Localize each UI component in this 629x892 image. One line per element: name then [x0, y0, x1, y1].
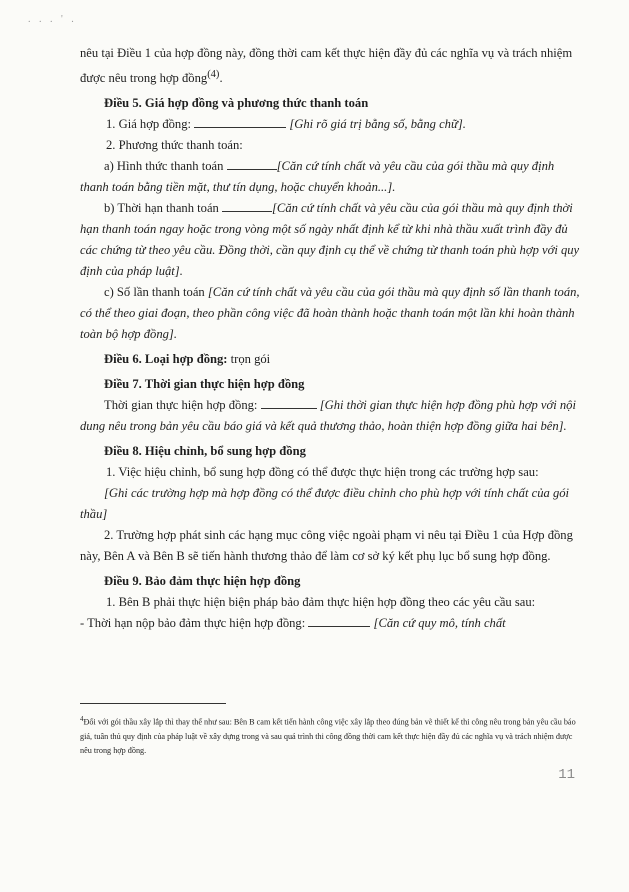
intro-paragraph	[80, 43, 582, 89]
payment-count-label: c) Số lần thanh toán	[104, 285, 205, 300]
payment-term-paragraph	[80, 198, 582, 282]
payment-method-label: 2. Phương thức thanh toán:	[106, 138, 243, 153]
footnote-marker: 4	[80, 715, 84, 723]
payment-term-note: [Căn cứ tính chất và yêu cầu của gói thầu mà quy định thời hạn thanh toán ngay hoặc trong vòng một số ngày nhất định kể từ khi nhà thầu xuất trình đầy đủ các chứng từ theo yêu cầu. Đồng thời, cần quy định cụ thể về chứng từ thanh toán phù hợp với quy định của pháp luật].	[80, 201, 580, 279]
contract-price-line	[80, 114, 582, 135]
article-8-heading: Điều 8. Hiệu chỉnh, bổ sung hợp đồng	[104, 444, 306, 459]
contract-type-value: trọn gói	[230, 352, 271, 367]
intro-end: .	[219, 71, 223, 86]
contract-price-blank	[194, 115, 286, 128]
amendment-note: [Ghi các trường hợp mà hợp đồng có thể được điều chỉnh cho phù hợp với tính chất của gói thầu]	[80, 486, 570, 522]
duration-blank	[261, 396, 317, 409]
duration-label: Thời gian thực hiện hợp đồng:	[104, 398, 258, 413]
page-number: 11	[558, 767, 575, 783]
contract-price-note: [Ghi rõ giá trị bằng số, bằng chữ].	[289, 117, 466, 132]
article-6-heading: Điều 6. Loại hợp đồng:	[104, 352, 228, 367]
footnote	[80, 712, 582, 758]
duration-paragraph	[80, 395, 582, 437]
payment-form-note: [Căn cứ tính chất và yêu cầu của gói thầu mà quy định thanh toán bằng tiền mặt, thư tín dụng, hoặc chuyển khoản...].	[80, 159, 555, 195]
intro-text: nêu tại Điều 1 của hợp đồng này, đồng thời cam kết thực hiện đầy đủ các nghĩa vụ và trách nhiệm được nêu trong hợp đồng	[80, 46, 573, 86]
amendment-item-1: 1. Việc hiệu chỉnh, bổ sung hợp đồng có thể được thực hiện trong các trường hợp sau:	[106, 465, 539, 480]
guarantee-deadline-label: - Thời hạn nộp bảo đảm thực hiện hợp đồng:	[80, 616, 306, 631]
article-5-heading: Điều 5. Giá hợp đồng và phương thức thanh toán	[104, 96, 369, 111]
duration-note: [Ghi thời gian thực hiện hợp đồng phù hợp với nội dung nêu trong bản yêu cầu báo giá và kết quả thương thảo, hoàn thiện hợp đồng giữa hai bên].	[80, 398, 576, 434]
guarantee-deadline-note: [Căn cứ quy mô, tính chất	[373, 616, 506, 631]
footnote-divider	[80, 703, 226, 704]
guarantee-deadline-blank	[308, 614, 370, 627]
amendment-item-2: 2. Trường hợp phát sinh các hạng mục công việc ngoài phạm vi nêu tại Điều 1 của Hợp đồng này, Bên A và Bên B sẽ tiến hành thương thảo để làm cơ sở ký kết phụ lục bổ sung hợp đồng.	[80, 528, 573, 564]
contract-body	[80, 43, 582, 634]
payment-form-blank	[227, 157, 277, 170]
footnote-text: Đối với gói thầu xây lắp thì thay thế như sau: Bên B cam kết tiến hành công việc xây lắp theo đúng bản vẽ thiết kế thi công nêu trong bản yêu cầu báo giá, tuân thủ quy định của pháp luật về xây dựng trong và sau quá trình thi công đồng thời cam kết thực hiện đầy đủ các nghĩa vụ và trách nhiệm được nêu trong hợp đồng.	[80, 717, 576, 755]
contract-price-label: 1. Giá hợp đồng:	[106, 117, 192, 132]
payment-term-blank	[222, 199, 272, 212]
scan-artifact-marks: . . . ' .	[28, 14, 77, 25]
article-6-line	[80, 349, 582, 370]
article-9-heading: Điều 9. Bảo đảm thực hiện hợp đồng	[104, 574, 301, 589]
article-7-heading: Điều 7. Thời gian thực hiện hợp đồng	[104, 377, 305, 392]
payment-count-paragraph	[80, 282, 582, 345]
payment-count-note: [Căn cứ tính chất và yêu cầu của gói thầu mà quy định số lần thanh toán, có thể theo giai đoạn, theo phần công việc đã hoàn thành hoặc thanh toán một lần khi hoàn thành toàn bộ hợp đồng].	[80, 285, 580, 342]
footnote-reference: (4)	[207, 69, 220, 80]
guarantee-item-1: 1. Bên B phải thực hiện biện pháp bảo đảm thực hiện hợp đồng theo các yêu cầu sau:	[106, 595, 536, 610]
payment-term-label: b) Thời hạn thanh toán	[104, 201, 219, 216]
payment-form-label: a) Hình thức thanh toán	[104, 159, 224, 174]
guarantee-deadline-line	[80, 613, 582, 634]
payment-form-paragraph	[80, 156, 582, 198]
